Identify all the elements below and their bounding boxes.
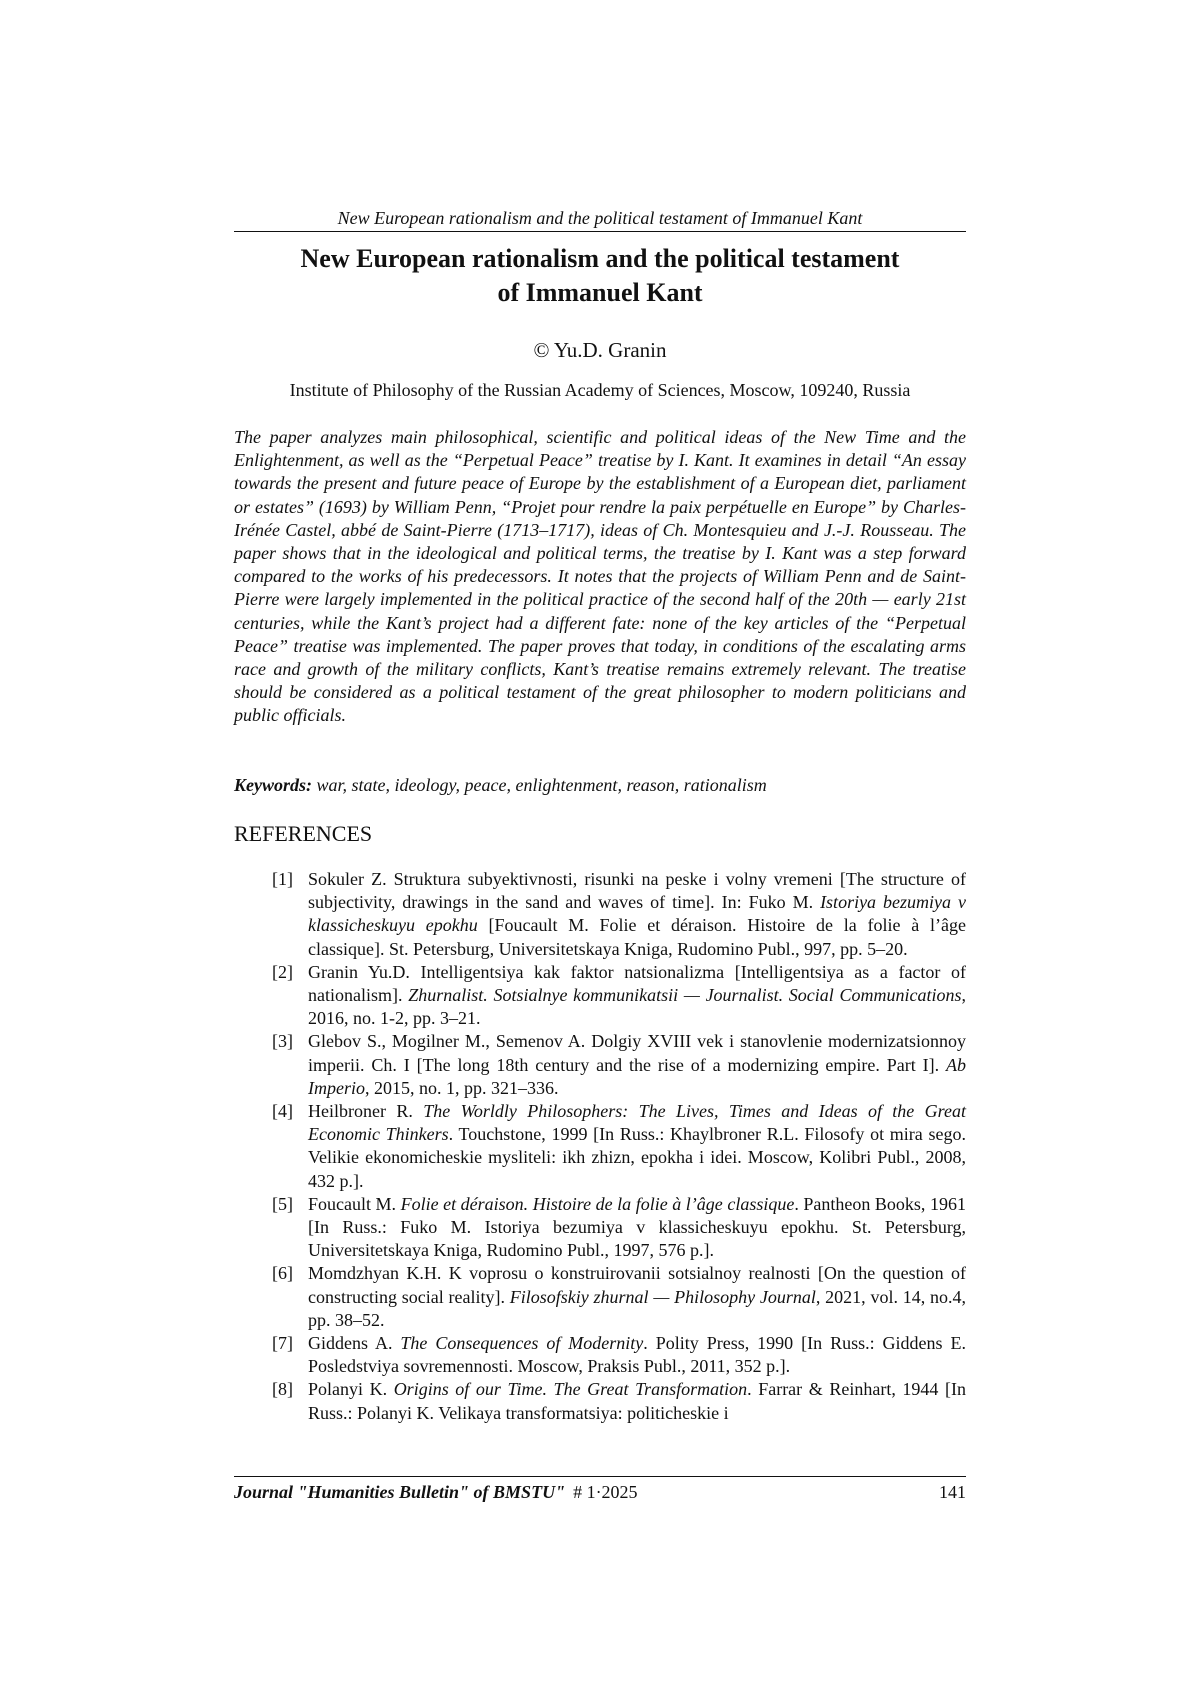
journal-name: Journal "Humanities Bulletin" of BMSTU": [234, 1482, 566, 1502]
paper-page: [234, 0, 966, 1698]
reference-title: The Consequences of Modernity: [400, 1333, 644, 1354]
reference-text: Granin Yu.D. Intelligentsiya kak faktor natsionalizma [Intelligentsiya as a factor of nationalism].: [308, 961, 966, 1006]
reference-title: Folie et déraison. Histoire de la folie à l’âge classique: [400, 1193, 795, 1214]
references-list: [272, 868, 966, 1425]
reference-item: [272, 961, 966, 1031]
abstract: The paper analyzes main philosophical, scientific and political ideas of the New Time and the Enlightenment, as well as the “Perpetual Peace” treatise by I. Kant. It examines in detail “An essay towards the present and future peace of Europe by the establishment of a European diet, parliament or estates” (1693) by William Penn, “Projet pour rendre la paix perpétuelle en Europe” by Charles-Irénée Castel, abbé de Saint-Pierre (1713–1717), ideas of Ch. Montesquieu and J.-J. Rousseau. The paper shows that in the ideological and political terms, the treatise by I. Kant was a step forward compared to the works of his predecessors. It notes that the projects of William Penn and de Saint-Pierre were largely implemented in the political practice of the second half of the 20th — early 21st centuries, while the Kant’s project had a different fate: none of the key articles of the “Perpetual Peace” treatise was implemented. The paper proves that today, in conditions of the escalating arms race and growth of the military conflicts, Kant’s treatise remains extremely relevant. The treatise should be considered as a political testament of the great philosopher to modern politicians and public officials.: [234, 427, 966, 726]
reference-title: Zhurnalist. Sotsialnye kommunikatsii — Journalist. Social Communications: [408, 985, 962, 1006]
reference-text: Foucault M.: [308, 1193, 401, 1214]
reference-text: . Polity Press, 1990 [In Russ.: Giddens E. Posledstviya sovremennosti. Moscow, Praksis Publ., 2011, 352 p.].: [308, 1333, 967, 1377]
reference-item: [272, 1378, 966, 1424]
footer-rule: [234, 1476, 966, 1477]
reference-text: Sokuler Z. Struktura subyektivnosti, risunki na peske i volny vremeni [The structure of subjectivity, drawings in the sand and waves of time]. In: Fuko M.: [308, 869, 966, 913]
title-line-1: New European rationalism and the political testament: [300, 244, 900, 273]
reference-item: [272, 868, 966, 961]
references-heading: REFERENCES: [234, 821, 373, 846]
paper-title: [234, 242, 966, 310]
reference-text: . Pantheon Books, 1961 [In Russ.: Fuko M. Istoriya bezumiya v klassicheskuyu epokhu. St. Petersburg, Universitetskaya Kniga, Rudomino Publ., 1997, 576 p.].: [308, 1193, 966, 1261]
reference-text: Giddens A.: [308, 1333, 401, 1354]
reference-item: [272, 1193, 966, 1263]
reference-title: Istoriya bezumiya v klassicheskuyu epokhu: [308, 892, 966, 936]
reference-item: [272, 1332, 966, 1378]
reference-text: Glebov S., Mogilner M., Semenov A. Dolgiy XVIII vek i stanovlenie modernizatsionnoy imperii. Ch. I [The long 18th century and the rise of a modernizing empire. Part I].: [308, 1031, 966, 1075]
affiliation: Institute of Philosophy of the Russian Academy of Sciences, Moscow, 109240, Russia: [289, 380, 911, 400]
reference-title: Origins of our Time. The Great Transformation: [393, 1379, 748, 1400]
reference-number: [7]: [272, 1333, 293, 1354]
reference-item: [272, 1100, 966, 1193]
reference-title: Ab Imperio: [308, 1054, 966, 1098]
reference-text: . Touchstone, 1999 [In Russ.: Khaylbroner R.L. Filosofy ot mira sego. Velikie ekonomicheskie mysliteli: ikh zhizn, epokha i idei. Moscow, Kolibri Publ., 2008, 432 p.].: [308, 1124, 966, 1191]
reference-text: , 2015, no. 1, pp. 321–336.: [365, 1077, 559, 1098]
header-rule: [234, 231, 966, 232]
reference-number: [5]: [272, 1193, 293, 1214]
reference-title: Filosofskiy zhurnal — Philosophy Journal: [509, 1286, 816, 1307]
reference-number: [8]: [272, 1379, 293, 1400]
reference-item: [272, 1262, 966, 1332]
title-line-2: of Immanuel Kant: [497, 278, 703, 307]
reference-text: [Foucault M. Folie et déraison. Histoire de la folie à l’âge classique]. St. Petersburg, Universitetskaya Kniga, Rudomino Publ., 997, pp. 5–20.: [308, 915, 966, 959]
reference-text: Momdzhyan K.H. K voprosu o konstruirovanii sotsialnoy realnosti [On the question of constructing social reality].: [308, 1263, 966, 1307]
reference-item: [272, 1030, 966, 1100]
keywords: [234, 774, 966, 797]
page-footer: [234, 1480, 966, 1504]
reference-title: The Worldly Philosophers: The Lives, Times and Ideas of the Great Economic Thinkers: [308, 1101, 966, 1145]
reference-body: [308, 1378, 966, 1424]
reference-text: , 2016, no. 1-2, pp. 3–21.: [308, 985, 966, 1029]
keywords-label: Keywords:: [234, 775, 312, 795]
reference-number: [3]: [272, 1031, 293, 1052]
reference-number: [1]: [272, 869, 293, 889]
reference-number: [4]: [272, 1101, 293, 1122]
page-number: 141: [939, 1482, 966, 1502]
reference-text: , 2021, vol. 14, no.4, pp. 38–52.: [308, 1286, 966, 1330]
keywords-text: war, state, ideology, peace, enlightenment, reason, rationalism: [316, 775, 767, 795]
reference-text: Polanyi K.: [308, 1379, 394, 1400]
author: © Yu.D. Granin: [533, 338, 667, 362]
reference-text: . Farrar & Reinhart, 1944 [In Russ.: Polanyi K. Velikaya transformatsiya: politicheskie i: [308, 1379, 966, 1423]
issue-number: # 1·2025: [573, 1482, 638, 1502]
running-head: New European rationalism and the political testament of Immanuel Kant: [337, 208, 863, 228]
reference-number: [2]: [272, 961, 293, 982]
reference-number: [6]: [272, 1263, 293, 1284]
reference-text: Heilbroner R.: [308, 1101, 424, 1122]
